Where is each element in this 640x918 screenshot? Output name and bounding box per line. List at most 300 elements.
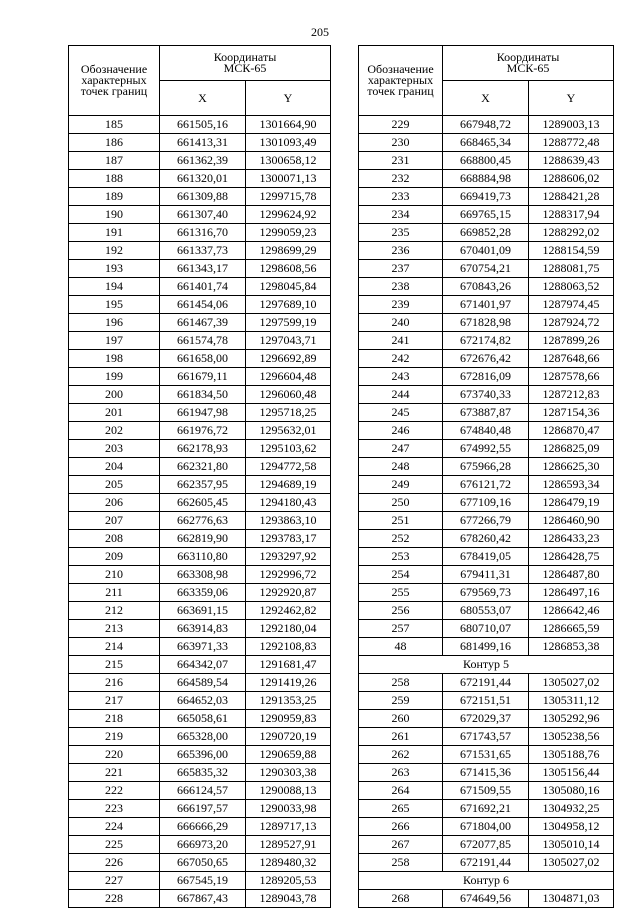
x-cell: 680710,07 bbox=[443, 620, 529, 638]
x-cell: 663971,33 bbox=[160, 638, 246, 656]
y-cell: 1292180,04 bbox=[246, 620, 331, 638]
coordinates-table-left bbox=[68, 45, 331, 908]
table-row bbox=[69, 152, 331, 170]
table-row bbox=[69, 134, 331, 152]
point-id-cell: 226 bbox=[69, 854, 160, 872]
point-id-cell: 258 bbox=[359, 854, 443, 872]
point-id-cell: 263 bbox=[359, 764, 443, 782]
x-cell: 674992,55 bbox=[443, 440, 529, 458]
table-row bbox=[69, 728, 331, 746]
table-row bbox=[69, 746, 331, 764]
x-cell: 672676,42 bbox=[443, 350, 529, 368]
x-cell: 670843,26 bbox=[443, 278, 529, 296]
x-cell: 672191,44 bbox=[443, 674, 529, 692]
x-cell: 667867,43 bbox=[160, 890, 246, 908]
x-cell: 662357,95 bbox=[160, 476, 246, 494]
point-id-cell: 207 bbox=[69, 512, 160, 530]
point-id-cell: 201 bbox=[69, 404, 160, 422]
y-cell: 1305010,14 bbox=[529, 836, 614, 854]
x-cell: 671415,36 bbox=[443, 764, 529, 782]
x-cell: 667948,72 bbox=[443, 116, 529, 134]
point-id-cell: 192 bbox=[69, 242, 160, 260]
table-row bbox=[69, 278, 331, 296]
y-cell: 1289003,13 bbox=[529, 116, 614, 134]
point-id-cell: 244 bbox=[359, 386, 443, 404]
point-id-cell: 268 bbox=[359, 890, 443, 908]
table-row bbox=[359, 242, 614, 260]
point-id-cell: 239 bbox=[359, 296, 443, 314]
y-cell: 1295632,01 bbox=[246, 422, 331, 440]
y-cell: 1289043,78 bbox=[246, 890, 331, 908]
table-row bbox=[359, 116, 614, 134]
x-cell: 661467,39 bbox=[160, 314, 246, 332]
point-id-cell: 206 bbox=[69, 494, 160, 512]
x-cell: 667545,19 bbox=[160, 872, 246, 890]
x-cell: 669852,28 bbox=[443, 224, 529, 242]
x-cell: 675966,28 bbox=[443, 458, 529, 476]
header-coords-label: Координаты МСК-65 bbox=[443, 46, 614, 81]
x-cell: 662605,45 bbox=[160, 494, 246, 512]
x-cell: 663914,83 bbox=[160, 620, 246, 638]
y-cell: 1288154,59 bbox=[529, 242, 614, 260]
x-cell: 671692,21 bbox=[443, 800, 529, 818]
y-cell: 1300658,12 bbox=[246, 152, 331, 170]
point-id-cell: 196 bbox=[69, 314, 160, 332]
x-cell: 663691,15 bbox=[160, 602, 246, 620]
x-cell: 676121,72 bbox=[443, 476, 529, 494]
y-cell: 1286479,19 bbox=[529, 494, 614, 512]
table-row bbox=[359, 620, 614, 638]
table-row bbox=[359, 530, 614, 548]
table-row bbox=[359, 782, 614, 800]
table-row bbox=[69, 566, 331, 584]
table-row bbox=[69, 818, 331, 836]
table-row bbox=[69, 368, 331, 386]
y-cell: 1286487,80 bbox=[529, 566, 614, 584]
y-cell: 1289527,91 bbox=[246, 836, 331, 854]
point-id-cell: 189 bbox=[69, 188, 160, 206]
table-row bbox=[69, 872, 331, 890]
y-cell: 1287974,45 bbox=[529, 296, 614, 314]
table-row bbox=[359, 422, 614, 440]
y-cell: 1290303,38 bbox=[246, 764, 331, 782]
table-row bbox=[359, 278, 614, 296]
point-id-cell: 211 bbox=[69, 584, 160, 602]
y-cell: 1296060,48 bbox=[246, 386, 331, 404]
point-id-cell: 234 bbox=[359, 206, 443, 224]
y-cell: 1287578,66 bbox=[529, 368, 614, 386]
header-y-label: Y bbox=[529, 81, 614, 116]
point-id-cell: 227 bbox=[69, 872, 160, 890]
y-cell: 1293863,10 bbox=[246, 512, 331, 530]
table-row bbox=[69, 530, 331, 548]
table-row bbox=[69, 764, 331, 782]
y-cell: 1304958,12 bbox=[529, 818, 614, 836]
x-cell: 677266,79 bbox=[443, 512, 529, 530]
x-cell: 671828,98 bbox=[443, 314, 529, 332]
x-cell: 661401,74 bbox=[160, 278, 246, 296]
y-cell: 1292996,72 bbox=[246, 566, 331, 584]
x-cell: 668465,34 bbox=[443, 134, 529, 152]
table-row bbox=[359, 188, 614, 206]
table-row bbox=[69, 674, 331, 692]
y-cell: 1295103,62 bbox=[246, 440, 331, 458]
table-row bbox=[359, 494, 614, 512]
table-row bbox=[359, 260, 614, 278]
y-cell: 1305027,02 bbox=[529, 854, 614, 872]
y-cell: 1287648,66 bbox=[529, 350, 614, 368]
y-cell: 1287924,72 bbox=[529, 314, 614, 332]
point-id-cell: 254 bbox=[359, 566, 443, 584]
point-id-cell: 205 bbox=[69, 476, 160, 494]
table-row bbox=[69, 782, 331, 800]
y-cell: 1295718,25 bbox=[246, 404, 331, 422]
x-cell: 670754,21 bbox=[443, 260, 529, 278]
x-cell: 668800,45 bbox=[443, 152, 529, 170]
table-row bbox=[359, 836, 614, 854]
point-id-cell: 250 bbox=[359, 494, 443, 512]
table-row bbox=[359, 314, 614, 332]
y-cell: 1294772,58 bbox=[246, 458, 331, 476]
x-cell: 677109,16 bbox=[443, 494, 529, 512]
point-id-cell: 240 bbox=[359, 314, 443, 332]
y-cell: 1292108,83 bbox=[246, 638, 331, 656]
table-row bbox=[69, 314, 331, 332]
table-row bbox=[359, 404, 614, 422]
point-id-cell: 221 bbox=[69, 764, 160, 782]
y-cell: 1290033,98 bbox=[246, 800, 331, 818]
x-cell: 674840,48 bbox=[443, 422, 529, 440]
point-id-cell: 224 bbox=[69, 818, 160, 836]
x-cell: 661316,70 bbox=[160, 224, 246, 242]
y-cell: 1288606,02 bbox=[529, 170, 614, 188]
table-row bbox=[69, 224, 331, 242]
header-point-label: Обозначение характерных точек границ bbox=[69, 46, 160, 116]
y-cell: 1286497,16 bbox=[529, 584, 614, 602]
point-id-cell: 216 bbox=[69, 674, 160, 692]
y-cell: 1286642,46 bbox=[529, 602, 614, 620]
x-cell: 662776,63 bbox=[160, 512, 246, 530]
point-id-cell: 249 bbox=[359, 476, 443, 494]
x-cell: 663110,80 bbox=[160, 548, 246, 566]
x-cell: 672816,09 bbox=[443, 368, 529, 386]
table-row bbox=[69, 494, 331, 512]
x-cell: 661658,00 bbox=[160, 350, 246, 368]
table-row bbox=[69, 602, 331, 620]
x-cell: 666666,29 bbox=[160, 818, 246, 836]
point-id-cell: 214 bbox=[69, 638, 160, 656]
y-cell: 1305311,12 bbox=[529, 692, 614, 710]
table-header bbox=[69, 46, 331, 116]
table-row bbox=[359, 170, 614, 188]
point-id-cell: 255 bbox=[359, 584, 443, 602]
table-row bbox=[69, 854, 331, 872]
coordinates-table-right bbox=[358, 45, 614, 908]
table-row bbox=[359, 134, 614, 152]
point-id-cell: 222 bbox=[69, 782, 160, 800]
y-cell: 1305027,02 bbox=[529, 674, 614, 692]
y-cell: 1286825,09 bbox=[529, 440, 614, 458]
y-cell: 1291419,26 bbox=[246, 674, 331, 692]
table-row bbox=[359, 764, 614, 782]
point-id-cell: 198 bbox=[69, 350, 160, 368]
point-id-cell: 204 bbox=[69, 458, 160, 476]
point-id-cell: 213 bbox=[69, 620, 160, 638]
y-cell: 1286428,75 bbox=[529, 548, 614, 566]
x-cell: 672029,37 bbox=[443, 710, 529, 728]
y-cell: 1301093,49 bbox=[246, 134, 331, 152]
table-row bbox=[359, 854, 614, 872]
y-cell: 1288421,28 bbox=[529, 188, 614, 206]
table-row bbox=[69, 548, 331, 566]
x-cell: 669765,15 bbox=[443, 206, 529, 224]
point-id-cell: 238 bbox=[359, 278, 443, 296]
y-cell: 1287899,26 bbox=[529, 332, 614, 350]
table-row bbox=[69, 206, 331, 224]
point-id-cell: 197 bbox=[69, 332, 160, 350]
y-cell: 1286593,34 bbox=[529, 476, 614, 494]
y-cell: 1293783,17 bbox=[246, 530, 331, 548]
point-id-cell: 267 bbox=[359, 836, 443, 854]
table-row bbox=[69, 404, 331, 422]
y-cell: 1298608,56 bbox=[246, 260, 331, 278]
point-id-cell: 259 bbox=[359, 692, 443, 710]
point-id-cell: 233 bbox=[359, 188, 443, 206]
table-row bbox=[69, 296, 331, 314]
point-id-cell: 266 bbox=[359, 818, 443, 836]
x-cell: 672174,82 bbox=[443, 332, 529, 350]
table-row bbox=[359, 512, 614, 530]
point-id-cell: 253 bbox=[359, 548, 443, 566]
point-id-cell: 215 bbox=[69, 656, 160, 674]
table-row bbox=[69, 710, 331, 728]
point-id-cell: 200 bbox=[69, 386, 160, 404]
x-cell: 671804,00 bbox=[443, 818, 529, 836]
table-row bbox=[69, 260, 331, 278]
table-row bbox=[69, 800, 331, 818]
point-id-cell: 235 bbox=[359, 224, 443, 242]
y-cell: 1293297,92 bbox=[246, 548, 331, 566]
x-cell: 668884,98 bbox=[443, 170, 529, 188]
point-id-cell: 261 bbox=[359, 728, 443, 746]
x-cell: 661337,73 bbox=[160, 242, 246, 260]
y-cell: 1305292,96 bbox=[529, 710, 614, 728]
table-row bbox=[69, 350, 331, 368]
header-x-label: X bbox=[160, 81, 246, 116]
y-cell: 1305080,16 bbox=[529, 782, 614, 800]
y-cell: 1292462,82 bbox=[246, 602, 331, 620]
table-row bbox=[69, 890, 331, 908]
point-id-cell: 186 bbox=[69, 134, 160, 152]
y-cell: 1289205,53 bbox=[246, 872, 331, 890]
y-cell: 1291353,25 bbox=[246, 692, 331, 710]
x-cell: 666973,20 bbox=[160, 836, 246, 854]
point-id-cell: 260 bbox=[359, 710, 443, 728]
point-id-cell: 188 bbox=[69, 170, 160, 188]
x-cell: 671743,57 bbox=[443, 728, 529, 746]
table-body-right bbox=[359, 116, 614, 908]
point-id-cell: 208 bbox=[69, 530, 160, 548]
table-body-left bbox=[69, 116, 331, 908]
table-row bbox=[359, 350, 614, 368]
x-cell: 670401,09 bbox=[443, 242, 529, 260]
table-row bbox=[69, 620, 331, 638]
x-cell: 661320,01 bbox=[160, 170, 246, 188]
table-row bbox=[69, 836, 331, 854]
y-cell: 1298045,84 bbox=[246, 278, 331, 296]
point-id-cell: 219 bbox=[69, 728, 160, 746]
y-cell: 1304932,25 bbox=[529, 800, 614, 818]
point-id-cell: 257 bbox=[359, 620, 443, 638]
point-id-cell: 190 bbox=[69, 206, 160, 224]
x-cell: 665328,00 bbox=[160, 728, 246, 746]
table-row bbox=[69, 476, 331, 494]
table-row bbox=[359, 692, 614, 710]
point-id-cell: 218 bbox=[69, 710, 160, 728]
x-cell: 661309,88 bbox=[160, 188, 246, 206]
y-cell: 1286433,23 bbox=[529, 530, 614, 548]
y-cell: 1287212,83 bbox=[529, 386, 614, 404]
x-cell: 661413,31 bbox=[160, 134, 246, 152]
point-id-cell: 264 bbox=[359, 782, 443, 800]
table-row bbox=[359, 368, 614, 386]
x-cell: 665835,32 bbox=[160, 764, 246, 782]
point-id-cell: 237 bbox=[359, 260, 443, 278]
y-cell: 1288772,48 bbox=[529, 134, 614, 152]
x-cell: 672151,51 bbox=[443, 692, 529, 710]
table-row bbox=[359, 728, 614, 746]
y-cell: 1286665,59 bbox=[529, 620, 614, 638]
x-cell: 664589,54 bbox=[160, 674, 246, 692]
x-cell: 661505,16 bbox=[160, 116, 246, 134]
x-cell: 672077,85 bbox=[443, 836, 529, 854]
point-id-cell: 199 bbox=[69, 368, 160, 386]
x-cell: 666197,57 bbox=[160, 800, 246, 818]
y-cell: 1294689,19 bbox=[246, 476, 331, 494]
page-number: 205 bbox=[311, 25, 329, 39]
point-id-cell: 231 bbox=[359, 152, 443, 170]
x-cell: 661307,40 bbox=[160, 206, 246, 224]
table-row bbox=[359, 746, 614, 764]
y-cell: 1296692,89 bbox=[246, 350, 331, 368]
x-cell: 679569,73 bbox=[443, 584, 529, 602]
point-id-cell: 241 bbox=[359, 332, 443, 350]
table-row bbox=[359, 458, 614, 476]
x-cell: 679411,31 bbox=[443, 566, 529, 584]
y-cell: 1294180,43 bbox=[246, 494, 331, 512]
table-row bbox=[69, 656, 331, 674]
point-id-cell: 236 bbox=[359, 242, 443, 260]
y-cell: 1297043,71 bbox=[246, 332, 331, 350]
table-row bbox=[359, 476, 614, 494]
x-cell: 678260,42 bbox=[443, 530, 529, 548]
y-cell: 1299059,23 bbox=[246, 224, 331, 242]
x-cell: 666124,57 bbox=[160, 782, 246, 800]
point-id-cell: 252 bbox=[359, 530, 443, 548]
y-cell: 1286870,47 bbox=[529, 422, 614, 440]
header-y-label: Y bbox=[246, 81, 331, 116]
point-id-cell: 187 bbox=[69, 152, 160, 170]
y-cell: 1305238,56 bbox=[529, 728, 614, 746]
table-row bbox=[69, 332, 331, 350]
header-coords-label: Координаты МСК-65 bbox=[160, 46, 331, 81]
point-id-cell: 217 bbox=[69, 692, 160, 710]
x-cell: 661343,17 bbox=[160, 260, 246, 278]
x-cell: 673887,87 bbox=[443, 404, 529, 422]
x-cell: 662178,93 bbox=[160, 440, 246, 458]
point-id-cell: 262 bbox=[359, 746, 443, 764]
x-cell: 662321,80 bbox=[160, 458, 246, 476]
y-cell: 1288317,94 bbox=[529, 206, 614, 224]
point-id-cell: 194 bbox=[69, 278, 160, 296]
x-cell: 663308,98 bbox=[160, 566, 246, 584]
y-cell: 1288639,43 bbox=[529, 152, 614, 170]
y-cell: 1291681,47 bbox=[246, 656, 331, 674]
point-id-cell: 242 bbox=[359, 350, 443, 368]
point-id-cell: 247 bbox=[359, 440, 443, 458]
y-cell: 1290959,83 bbox=[246, 710, 331, 728]
x-cell: 665396,00 bbox=[160, 746, 246, 764]
y-cell: 1290720,19 bbox=[246, 728, 331, 746]
table-row bbox=[69, 692, 331, 710]
section-label: Контур 6 bbox=[359, 872, 614, 890]
y-cell: 1289717,13 bbox=[246, 818, 331, 836]
point-id-cell: 246 bbox=[359, 422, 443, 440]
table-row bbox=[359, 674, 614, 692]
y-cell: 1300071,13 bbox=[246, 170, 331, 188]
x-cell: 661976,72 bbox=[160, 422, 246, 440]
point-id-cell: 48 bbox=[359, 638, 443, 656]
table-row bbox=[359, 890, 614, 908]
table-row bbox=[359, 440, 614, 458]
x-cell: 680553,07 bbox=[443, 602, 529, 620]
y-cell: 1286625,30 bbox=[529, 458, 614, 476]
x-cell: 671531,65 bbox=[443, 746, 529, 764]
x-cell: 664342,07 bbox=[160, 656, 246, 674]
x-cell: 669419,73 bbox=[443, 188, 529, 206]
point-id-cell: 225 bbox=[69, 836, 160, 854]
table-header bbox=[359, 46, 614, 116]
table-row bbox=[359, 224, 614, 242]
x-cell: 664652,03 bbox=[160, 692, 246, 710]
section-row bbox=[359, 656, 614, 674]
table-row bbox=[69, 512, 331, 530]
table-row bbox=[359, 296, 614, 314]
x-cell: 671401,97 bbox=[443, 296, 529, 314]
table-row bbox=[359, 710, 614, 728]
y-cell: 1297689,10 bbox=[246, 296, 331, 314]
table-row bbox=[69, 116, 331, 134]
x-cell: 662819,90 bbox=[160, 530, 246, 548]
x-cell: 663359,06 bbox=[160, 584, 246, 602]
table-row bbox=[359, 584, 614, 602]
table-row bbox=[359, 548, 614, 566]
x-cell: 661362,39 bbox=[160, 152, 246, 170]
table-row bbox=[69, 422, 331, 440]
table-row bbox=[359, 800, 614, 818]
x-cell: 672191,44 bbox=[443, 854, 529, 872]
x-cell: 673740,33 bbox=[443, 386, 529, 404]
y-cell: 1290659,88 bbox=[246, 746, 331, 764]
point-id-cell: 248 bbox=[359, 458, 443, 476]
section-row bbox=[359, 872, 614, 890]
header-point-label: Обозначение характерных точек границ bbox=[359, 46, 443, 116]
y-cell: 1286853,38 bbox=[529, 638, 614, 656]
x-cell: 661947,98 bbox=[160, 404, 246, 422]
y-cell: 1287154,36 bbox=[529, 404, 614, 422]
x-cell: 671509,55 bbox=[443, 782, 529, 800]
point-id-cell: 209 bbox=[69, 548, 160, 566]
